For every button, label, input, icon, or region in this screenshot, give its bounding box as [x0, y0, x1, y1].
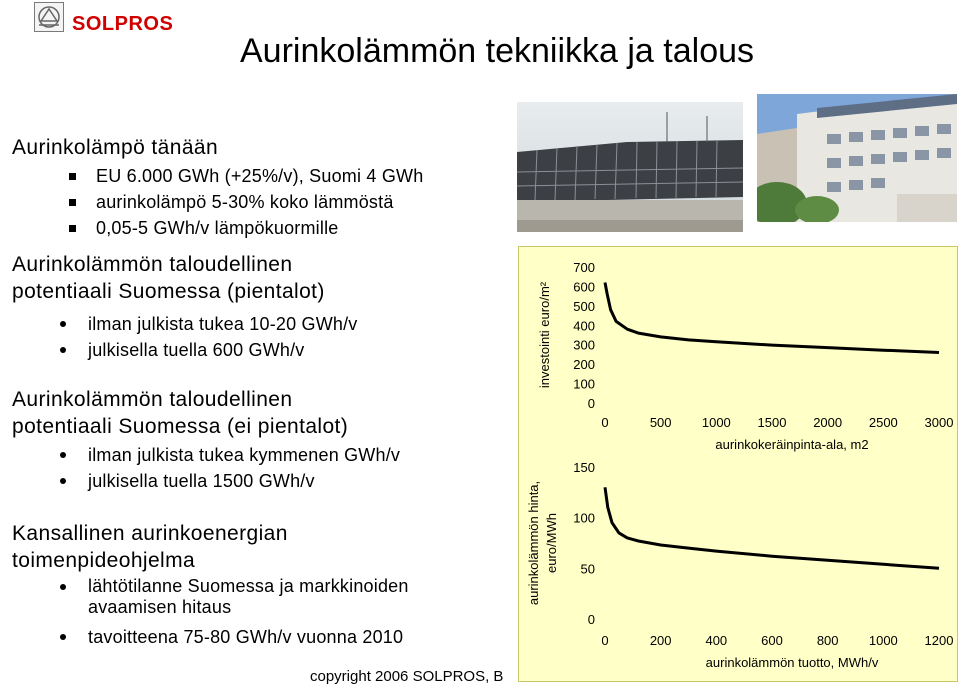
copyright-text: copyright 2006 SOLPROS, B — [310, 668, 504, 685]
y-axis-label: aurinkolämmön hinta, — [526, 480, 541, 606]
apartment-buildings-photo — [757, 94, 957, 222]
list-item: 0,05-5 GWh/v lämpökuormille — [96, 215, 516, 241]
y-tick-label: 0 — [587, 612, 595, 627]
x-tick-label: 800 — [816, 633, 839, 648]
x-axis-label: aurinkolämmön tuotto, MWh/v — [705, 655, 879, 670]
x-tick-label: 0 — [601, 415, 609, 430]
x-tick-label: 2500 — [868, 415, 898, 430]
y-tick-label: 200 — [573, 357, 595, 373]
y-axis-label: euro/MWh — [544, 513, 559, 573]
x-tick-label: 1500 — [757, 415, 787, 430]
y-axis-label: investointi euro/m² — [537, 281, 552, 389]
section-heading-small-houses: Aurinkolämmön taloudellinen potentiaali Suomessa (pientalot) — [12, 253, 325, 303]
y-tick-label: 500 — [573, 298, 595, 314]
x-tick-label: 2000 — [813, 415, 843, 430]
section-heading-other-buildings: Aurinkolämmön taloudellinen potentiaali Suomessa (ei pientalot) — [12, 388, 349, 438]
x-tick-label: 600 — [761, 633, 783, 648]
x-tick-label: 1200 — [924, 633, 954, 648]
list-item: tavoitteena 75-80 GWh/v vuonna 2010 — [88, 624, 488, 650]
list-item: julkisella tuella 1500 GWh/v — [88, 468, 508, 494]
list-item: aurinkolämpö 5-30% koko lämmöstä — [96, 189, 516, 215]
list-item: julkisella tuella 600 GWh/v — [88, 337, 508, 363]
y-tick-label: 150 — [573, 460, 595, 475]
chart-panel — [518, 246, 958, 682]
section-list-small-houses — [88, 311, 508, 363]
section-list-national-program — [88, 576, 488, 650]
section-heading-today: Aurinkolämpö tänään — [12, 136, 219, 159]
brand-name: SOLPROS — [72, 13, 174, 35]
x-tick-label: 500 — [649, 415, 672, 430]
x-tick-label: 200 — [649, 633, 672, 648]
x-tick-label: 1000 — [868, 633, 898, 648]
list-item: ilman julkista tukea kymmenen GWh/v — [88, 442, 508, 468]
solpros-logo-icon — [34, 2, 64, 32]
y-tick-label: 700 — [573, 260, 595, 275]
y-tick-label: 600 — [573, 279, 595, 295]
x-tick-label: 0 — [601, 633, 609, 648]
y-tick-label: 50 — [580, 561, 595, 577]
charts-svg — [519, 247, 959, 683]
x-axis-label: aurinkokeräinpinta-ala, m2 — [715, 437, 869, 452]
series-line — [605, 283, 939, 353]
list-item: lähtötilanne Suomessa ja markkinoiden avaamisen hitaus — [88, 576, 488, 618]
y-tick-label: 100 — [573, 510, 595, 526]
list-item: EU 6.000 GWh (+25%/v), Suomi 4 GWh — [96, 163, 516, 189]
section-heading-national-program: Kansallinen aurinkoenergian toimenpideohjelma — [12, 522, 288, 572]
series-line — [605, 487, 939, 568]
x-tick-label: 3000 — [924, 415, 954, 430]
y-tick-label: 100 — [573, 376, 595, 392]
page-title: Aurinkolämmön tekniikka ja talous — [240, 32, 755, 70]
solar-field-photo — [517, 102, 743, 232]
y-tick-label: 300 — [573, 337, 595, 353]
x-tick-label: 1000 — [701, 415, 731, 430]
x-tick-label: 400 — [705, 633, 728, 648]
y-tick-label: 400 — [573, 318, 595, 334]
y-tick-label: 0 — [587, 396, 595, 411]
list-item: ilman julkista tukea 10-20 GWh/v — [88, 311, 508, 337]
section-list-other-buildings — [88, 442, 508, 494]
section-list-today — [96, 163, 516, 241]
